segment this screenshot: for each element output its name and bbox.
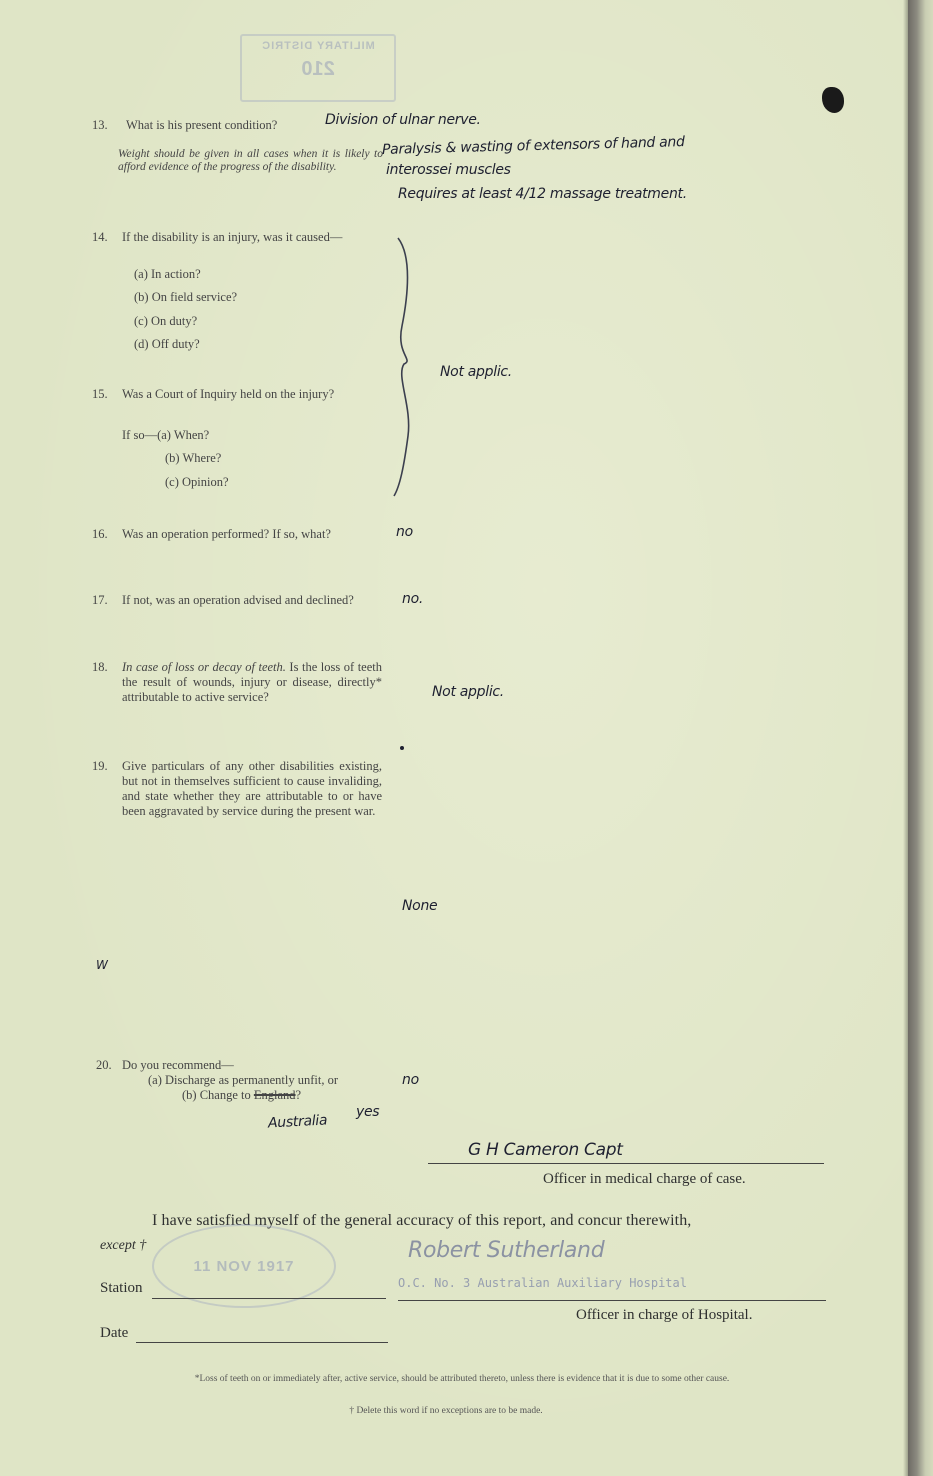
stamp-line-1: MILITARY DISTRIC (261, 40, 375, 52)
oc-signature: Robert Sutherland (408, 1238, 605, 1263)
q18-question-italic: In case of loss or decay of teeth. (122, 660, 286, 674)
q16-question: Was an operation performed? If so, what? (122, 527, 331, 541)
concur-statement: I have satisfied myself of the general accuracy of this report, and concur therewith, (152, 1212, 692, 1229)
q19-answer: None (402, 898, 438, 914)
q13-answer-line-4: Requires at least 4/12 massage treatment. (398, 186, 687, 202)
q17-question: If not, was an operation advised and declined? (122, 593, 354, 607)
military-district-stamp (240, 34, 396, 102)
q20-option-b (182, 1088, 301, 1103)
q15-option-a: If so—(a) When? (122, 428, 210, 442)
footnote-delete: † Delete this word if no exceptions are to be made. (349, 1406, 543, 1416)
q14-option-b: (b) On field service? (134, 290, 238, 304)
date-label: Date (100, 1325, 129, 1341)
q20-option-b-suffix: ? (295, 1088, 302, 1102)
stamp-line-2: 210 (301, 58, 335, 80)
oc-stamp: O.C. No. 3 Australian Auxiliary Hospital (398, 1276, 687, 1290)
q18-number: 18. (92, 660, 108, 674)
q18-question-rest: Is the loss of teeth the result of wounds, injury or disease, directly* attributable to active service? (122, 660, 382, 704)
hospital-signature-line (398, 1300, 826, 1301)
q16-number: 16. (92, 527, 108, 541)
adjacent-page-edge (908, 0, 933, 1476)
margin-mark: W (96, 958, 108, 972)
q17-answer: no. (402, 591, 423, 607)
date-stamp (152, 1224, 336, 1308)
brace-mark (390, 236, 420, 498)
q17-number: 17. (92, 593, 108, 607)
q14-option-d: (d) Off duty? (134, 337, 200, 351)
except-label: except † (100, 1238, 147, 1253)
date-line (136, 1342, 388, 1343)
hospital-officer-label: Officer in charge of Hospital. (576, 1307, 753, 1323)
station-label: Station (100, 1280, 143, 1296)
q20-struck-england: England (253, 1088, 296, 1102)
q15-number: 15. (92, 387, 108, 401)
q20-answer-b: yes (356, 1104, 380, 1120)
q20-number: 20. (96, 1058, 112, 1072)
ink-dot (400, 746, 404, 750)
q13-question: What is his present condition? (126, 118, 278, 132)
q19-number: 19. (92, 759, 108, 773)
q20-answer-b-place: Australia (267, 1112, 328, 1132)
q13-note: Weight should be given in all cases when it is likely to afford evidence of the progress of the disability. (118, 148, 383, 173)
q14-option-a: (a) In action? (134, 267, 201, 281)
medical-signature-line (428, 1163, 824, 1164)
medical-officer-signature: G H Cameron Capt (468, 1140, 623, 1160)
q19-question: Give particulars of any other disabilities existing, but not in themselves sufficient to cause invaliding, and state whether they are attributable to or have been aggravated by service during the present war. (122, 759, 382, 818)
torn-hole (822, 87, 844, 113)
q13-answer-line-1: Division of ulnar nerve. (325, 112, 481, 128)
q14-option-c: (c) On duty? (134, 314, 198, 328)
date-stamp-text: 11 NOV 1917 (193, 1257, 295, 1275)
q20-option-a: (a) Discharge as permanently unfit, or (148, 1073, 338, 1087)
q13-answer-line-3: interossei muscles (386, 162, 511, 178)
medical-officer-label: Officer in medical charge of case. (543, 1171, 746, 1187)
footnote-teeth: *Loss of teeth on or immediately after, active service, should be attributed thereto, unless there is evidence that it is due to some other cause. (194, 1374, 730, 1384)
q15-option-b: (b) Where? (165, 451, 222, 465)
q14-15-answer: Not applic. (440, 364, 512, 380)
q15-option-c: (c) Opinion? (165, 475, 229, 489)
q18-question (122, 660, 382, 705)
q20-option-b-prefix: (b) Change to (182, 1088, 251, 1102)
q15-question: Was a Court of Inquiry held on the injury? (122, 387, 335, 401)
q13-answer-line-2: Paralysis & wasting of extensors of hand and (381, 134, 685, 158)
q18-answer: Not applic. (432, 684, 504, 700)
q20-question: Do you recommend— (122, 1058, 234, 1072)
q14-number: 14. (92, 230, 108, 244)
q20-answer-a: no (402, 1072, 419, 1088)
station-line (152, 1298, 386, 1299)
q13-number: 13. (92, 118, 108, 132)
q16-answer: no (396, 524, 413, 540)
q14-question: If the disability is an injury, was it caused— (122, 230, 343, 244)
